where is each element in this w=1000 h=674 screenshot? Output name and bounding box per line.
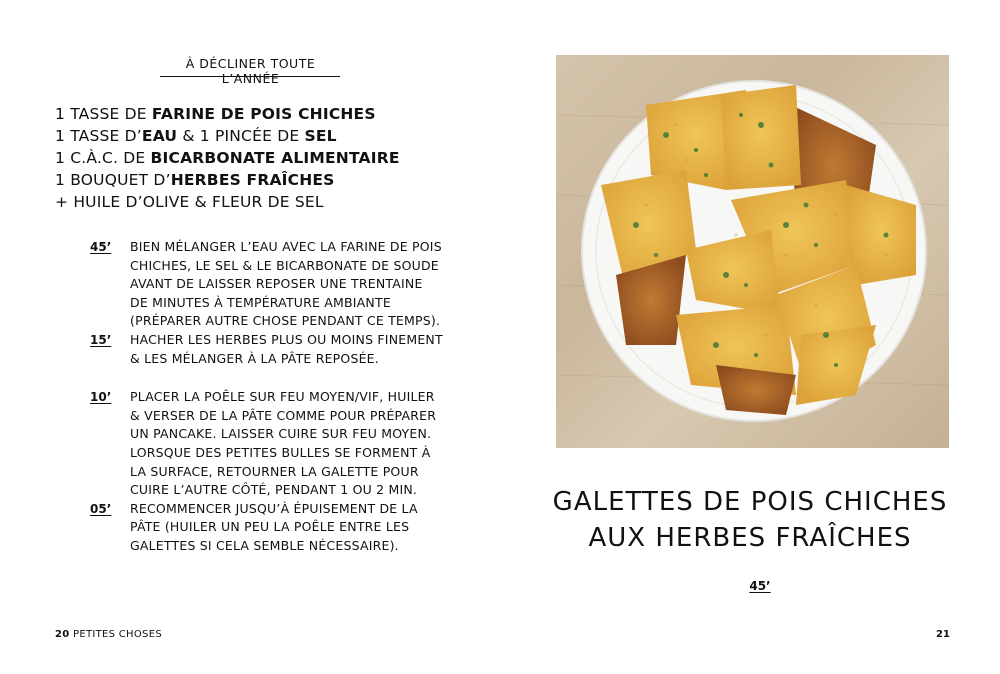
- ingredient-item: [55, 125, 475, 147]
- right-page: [500, 0, 1000, 674]
- recipe-title-line: AUX HERBES FRAÎCHES: [588, 523, 912, 553]
- section-kicker: À DÉCLINER TOUTE L’ANNÉE: [185, 56, 316, 86]
- ingredient-list: [55, 103, 475, 213]
- galettes-plate-illustration: [556, 55, 949, 448]
- ingredient-qty: 1 TASSE DE: [55, 105, 152, 123]
- step-line: & LES MÉLANGER À LA PÂTE REPOSÉE.: [130, 350, 379, 366]
- step-line: & VERSER DE LA PÂTE COMME POUR PRÉPARER: [130, 407, 437, 423]
- step-time: 05’: [90, 501, 112, 516]
- step-line: HACHER LES HERBES PLUS OU MOINS FINEMENT: [130, 331, 443, 347]
- total-time: 45’: [749, 579, 771, 593]
- recipe-step: [90, 500, 470, 556]
- ingredient-qty: 1 BOUQUET D’: [55, 171, 171, 189]
- step-line: PÂTE (HUILER UN PEU LA POÊLE ENTRE LES: [130, 519, 410, 535]
- recipe-step: [90, 238, 470, 331]
- step-text: [130, 331, 460, 368]
- step-line: CUIRE L’AUTRE CÔTÉ, PENDANT 1 OU 2 MIN.: [130, 482, 418, 498]
- recipe-step: [90, 388, 470, 500]
- step-line: LA SURFACE, RETOURNER LA GALETTE POUR: [130, 463, 419, 479]
- step-time: 15’: [90, 332, 112, 347]
- ingredient-item: [55, 103, 475, 125]
- page-number: 21: [936, 629, 950, 640]
- step-time: 10’: [90, 390, 112, 405]
- recipe-photo: [556, 55, 949, 448]
- step-line: PLACER LA POÊLE SUR FEU MOYEN/VIF, HUILER: [130, 389, 435, 405]
- step-text: [130, 388, 460, 500]
- page-number: 20: [55, 629, 70, 640]
- step-line: DE MINUTES À TEMPÉRATURE AMBIANTE: [130, 294, 391, 310]
- ingredient-qty: & 1 PINCÉE DE: [177, 127, 305, 145]
- step-text: [130, 238, 460, 331]
- ingredient-name: BICARBONATE ALIMENTAIRE: [150, 149, 400, 167]
- recipe-title-line: GALETTES DE POIS CHICHES: [552, 487, 948, 517]
- kicker-underline: [160, 76, 340, 77]
- step-line: (PRÉPARER AUTRE CHOSE PENDANT CE TEMPS).: [130, 313, 441, 329]
- ingredient-name: SEL: [304, 127, 337, 145]
- step-text: [130, 500, 460, 556]
- step-line: BIEN MÉLANGER L’EAU AVEC LA FARINE DE POIS: [130, 239, 442, 254]
- step-line: GALETTES SI CELA SEMBLE NÉCESSAIRE).: [130, 537, 399, 553]
- ingredient-item: [55, 147, 475, 169]
- galette-piece: [721, 85, 801, 190]
- ingredient-qty: 1 C.À.C. DE: [55, 149, 151, 167]
- ingredient-item: [55, 169, 475, 191]
- recipe-steps: [90, 238, 470, 556]
- ingredient-item: [55, 191, 475, 213]
- recipe-title: [540, 484, 960, 556]
- ingredient-name: HERBES FRAÎCHES: [170, 171, 335, 189]
- ingredient-extra: + HUILE D’OLIVE & FLEUR DE SEL: [55, 193, 324, 211]
- ingredient-qty: 1 TASSE D’: [55, 127, 142, 145]
- recipe-step: [90, 331, 470, 368]
- step-line: LORSQUE DES PETITES BULLES SE FORMENT À: [130, 444, 431, 460]
- step-time: 45’: [90, 240, 112, 254]
- page-footer: [55, 629, 162, 640]
- step-line: RECOMMENCER JUSQU’À ÉPUISEMENT DE LA: [130, 500, 418, 516]
- step-line: UN PANCAKE. LAISSER CUIRE SUR FEU MOYEN.: [130, 426, 432, 442]
- ingredient-name: EAU: [141, 127, 178, 145]
- ingredient-name: FARINE DE POIS CHICHES: [151, 105, 376, 123]
- step-line: CHICHES, LE SEL & LE BICARBONATE DE SOUDE: [130, 257, 439, 273]
- book-section: PETITES CHOSES: [73, 629, 162, 640]
- step-line: AVANT DE LAISSER REPOSER UNE TRENTAINE: [130, 276, 423, 292]
